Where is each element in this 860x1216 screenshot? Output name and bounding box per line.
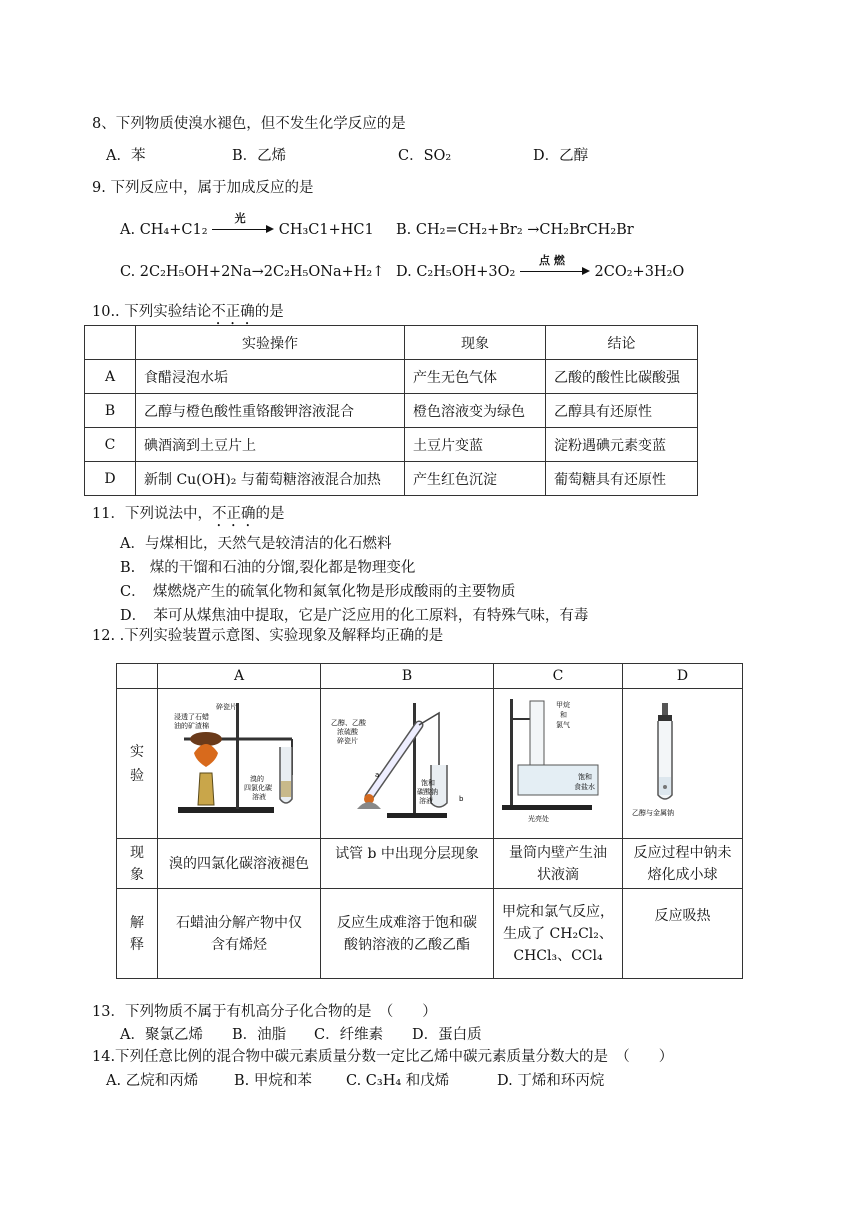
- table-row: [85, 428, 698, 462]
- table-cell: 乙醇具有还原性: [546, 394, 698, 428]
- q10-stem-pre: 10.. 下列实验结论: [92, 304, 212, 320]
- q10-stem: [92, 300, 284, 328]
- table-row: [117, 889, 743, 979]
- q14-option-a: A. 乙烷和丙烯: [106, 1073, 199, 1089]
- q9-stem: 9. 下列反应中，属于加成反应的是: [92, 180, 314, 196]
- table-cell: D: [85, 462, 136, 496]
- table-header-cell: A: [158, 664, 321, 689]
- q14-option-d: D. 丁烯和环丙烷: [497, 1073, 605, 1089]
- table-cell: 反应过程中钠未熔化成小球: [623, 839, 743, 889]
- q13-option-c: C．纤维素: [314, 1027, 384, 1043]
- q11-stem-emphasis: 不正确: [211, 506, 256, 522]
- table-header-cell: D: [623, 664, 743, 689]
- q13-option-a: A．聚氯乙烯: [120, 1027, 203, 1043]
- label-b: 碳酸钠: [417, 788, 438, 796]
- q8-option-a: A．苯: [106, 148, 146, 164]
- q11-option-b: B. 煤的干馏和石油的分馏,裂化都是物理变化: [120, 560, 416, 576]
- row-label-explanation: 解释: [117, 889, 158, 979]
- q14-option-c: C. C₃H₄ 和戊烯: [346, 1073, 450, 1089]
- q9-option-c: C. 2C₂H₅OH+2Na→2C₂H₅ONa+H₂↑: [120, 264, 385, 280]
- figure-cell-a: [158, 689, 321, 839]
- table-header-row: [85, 326, 698, 360]
- table-cell: 溴的四氯化碳溶液褪色: [158, 839, 321, 889]
- table-cell: 食醋浸泡水垢: [136, 360, 405, 394]
- q9-d-reactants: D. C₂H₅OH+3O₂: [396, 264, 516, 280]
- figure-cell-d: [623, 689, 743, 839]
- table-row: [85, 360, 698, 394]
- label-c: 氯气: [556, 721, 570, 729]
- label-a: 溴的: [250, 775, 264, 783]
- q11-stem: [92, 502, 284, 530]
- label-a: 浸透了石蜡: [174, 713, 209, 721]
- label-b: 溶液: [419, 797, 433, 805]
- table-cell: 新制 Cu(OH)₂ 与葡萄糖溶液混合加热: [136, 462, 405, 496]
- q10-table: [84, 325, 698, 496]
- label-c: 甲烷: [556, 701, 570, 709]
- table-cell: 产生红色沉淀: [405, 462, 546, 496]
- label-b: a: [375, 771, 380, 779]
- table-row: [117, 689, 743, 839]
- q11-stem-pre: 11．下列说法中，: [92, 506, 212, 522]
- table-header-cell: [117, 664, 158, 689]
- table-cell: C: [85, 428, 136, 462]
- q9-a-reactants: A. CH₄+C1₂: [120, 222, 208, 238]
- table-cell: 反应吸热: [623, 889, 743, 979]
- q13-stem: 13．下列物质不属于有机高分子化合物的是 （ ）: [92, 1004, 437, 1020]
- table-header-cell: B: [321, 664, 494, 689]
- label-a: 碎瓷片: [216, 703, 237, 711]
- label-b: 乙醇、乙酸: [331, 719, 366, 727]
- table-cell: B: [85, 394, 136, 428]
- table-row: [117, 839, 743, 889]
- table-cell: 碘酒滴到土豆片上: [136, 428, 405, 462]
- q11-stem-post: 的是: [255, 506, 285, 522]
- q8-option-b: B．乙烯: [232, 148, 287, 164]
- q8-stem: 8、下列物质使溴水褪色，但不发生化学反应的是: [92, 116, 406, 132]
- table-cell: 反应生成难溶于饱和碳酸钠溶液的乙酸乙酯: [321, 889, 494, 979]
- table-row: [85, 394, 698, 428]
- cracking-apparatus-icon: [164, 695, 314, 825]
- label-b: b: [459, 795, 464, 803]
- table-cell: 石蜡油分解产物中仅含有烯烃: [158, 889, 321, 979]
- table-cell: 乙酸的酸性比碳酸强: [546, 360, 698, 394]
- q9-option-d: [396, 254, 685, 280]
- table-cell: 甲烷和氯气反应，生成了 CH₂Cl₂、CHCl₃、CCl₄: [494, 889, 623, 979]
- table-header-cell: C: [494, 664, 623, 689]
- q9-a-products: CH₃C1+HC1: [278, 222, 374, 238]
- sodium-ethanol-icon: [628, 695, 738, 825]
- row-label-experiment: 实验: [117, 689, 158, 839]
- q14-option-b: B. 甲烷和苯: [234, 1073, 312, 1089]
- q12-table: [116, 663, 743, 979]
- label-b: 浓硫酸: [337, 728, 358, 736]
- label-b: 碎瓷片: [337, 737, 358, 745]
- table-header-cell: 实验操作: [136, 326, 405, 360]
- label-c: 饱和: [578, 773, 592, 781]
- table-row: [85, 462, 698, 496]
- q14-stem: 14.下列任意比例的混合物中碳元素质量分数一定比乙烯中碳元素质量分数大的是 （ ）: [92, 1049, 674, 1065]
- table-cell: 土豆片变蓝: [405, 428, 546, 462]
- q10-stem-emphasis: 不正确: [211, 304, 255, 320]
- q11-option-d: D． 苯可从煤焦油中提取，它是广泛应用的化工原料，有特殊气味，有毒: [120, 608, 589, 624]
- q9-option-b: B. CH₂=CH₂+Br₂ →CH₂BrCH₂Br: [396, 222, 634, 238]
- label-a: 油的矿渣棉: [174, 722, 209, 730]
- q10-stem-post: 的是: [254, 304, 284, 320]
- table-header-cell: 现象: [405, 326, 546, 360]
- label-b: 饱和: [421, 779, 435, 787]
- q8-option-c: C．SO₂: [398, 148, 452, 164]
- reaction-arrow-icon: [212, 212, 274, 237]
- table-cell: 产生无色气体: [405, 360, 546, 394]
- table-cell: 乙醇与橙色酸性重铬酸钾溶液混合: [136, 394, 405, 428]
- table-cell: 葡萄糖具有还原性: [546, 462, 698, 496]
- row-label-phenomenon: 现象: [117, 839, 158, 889]
- table-cell: A: [85, 360, 136, 394]
- q11-option-a: A．与煤相比，天然气是较清洁的化石燃料: [120, 536, 392, 552]
- table-header-cell: [85, 326, 136, 360]
- reaction-arrow-icon: [520, 254, 590, 279]
- label-a: 四氯化碳: [244, 784, 272, 792]
- q13-option-b: B．油脂: [232, 1027, 287, 1043]
- q9-a-condition: 光: [234, 212, 246, 225]
- q11-option-c: C． 煤燃烧产生的硫氧化物和氮氧化物是形成酸雨的主要物质: [120, 584, 516, 600]
- q9-d-condition: 点 燃: [539, 254, 565, 267]
- q8-option-d: D．乙醇: [533, 148, 589, 164]
- q12-stem: 12. .下列实验装置示意图、实验现象及解释均正确的是: [92, 628, 444, 644]
- q9-d-products: 2CO₂+3H₂O: [594, 264, 685, 280]
- methane-chlorination-icon: [498, 695, 618, 825]
- table-header-row: [117, 664, 743, 689]
- q13-option-d: D．蛋白质: [412, 1027, 482, 1043]
- table-cell: 量筒内壁产生油状液滴: [494, 839, 623, 889]
- esterification-apparatus-icon: [327, 695, 487, 825]
- label-c: 和: [560, 711, 567, 719]
- figure-cell-b: [321, 689, 494, 839]
- label-a: 溶液: [252, 793, 266, 801]
- label-d: 乙醇与金属钠: [631, 809, 674, 817]
- q9-option-a: [120, 212, 374, 238]
- table-header-cell: 结论: [546, 326, 698, 360]
- table-cell: 试管 b 中出现分层现象: [321, 839, 494, 889]
- table-cell: 淀粉遇碘元素变蓝: [546, 428, 698, 462]
- table-cell: 橙色溶液变为绿色: [405, 394, 546, 428]
- label-c: 光亮处: [528, 815, 549, 823]
- label-c: 食盐水: [574, 783, 595, 791]
- figure-cell-c: [494, 689, 623, 839]
